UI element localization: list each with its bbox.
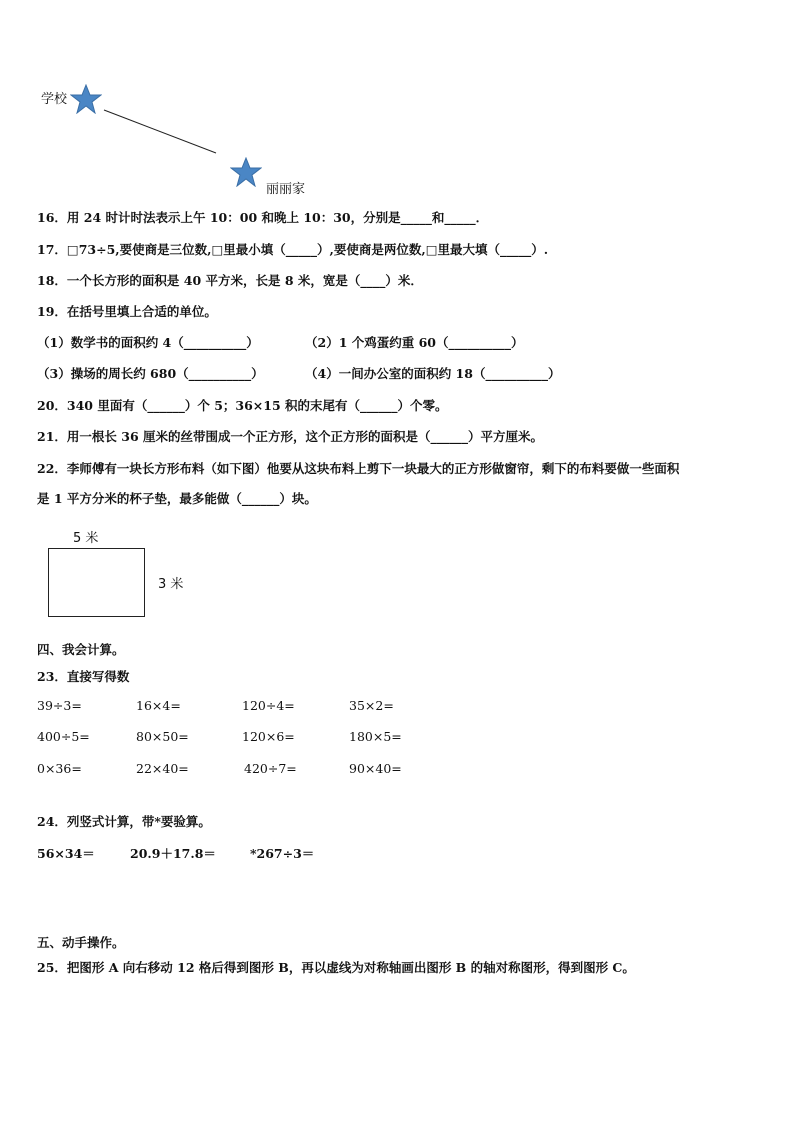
- calc-0-1: 16×4=: [136, 698, 181, 713]
- calc-2-2: 420÷7=: [244, 761, 297, 776]
- question-19: 19．在括号里填上合适的单位。: [37, 304, 217, 319]
- calc-1-2: 120×6=: [242, 729, 295, 744]
- question-20: 20．340 里面有（______）个 5；36×15 积的末尾有（______）个零。: [37, 398, 448, 413]
- question-18: 18．一个长方形的面积是 40 平方米，长是 8 米，宽是（____）米．: [37, 273, 423, 288]
- home-star-icon: [230, 157, 262, 187]
- cloth-rectangle: [48, 548, 145, 617]
- calc-0-3: 35×2=: [349, 698, 394, 713]
- vertical-calc-2: 20.9＋17.8＝: [130, 846, 216, 861]
- question-17: 17．□73÷5,要使商是三位数,□里最小填（_____）,要使商是两位数,□里最大填（_____）.: [37, 242, 549, 257]
- calc-1-0: 400÷5=: [37, 729, 90, 744]
- question-19-item-2: （2）1 个鸡蛋约重 60（__________）: [305, 335, 524, 350]
- vertical-calc-3: *267÷3＝: [250, 846, 315, 861]
- question-19-item-1: （1）数学书的面积约 4（__________）: [37, 335, 259, 350]
- figure-height-label: 3 米: [158, 577, 184, 592]
- question-22-line-2: 是 1 平方分米的杯子垫，最多能做（______）块。: [37, 491, 317, 506]
- calc-0-0: 39÷3=: [37, 698, 82, 713]
- question-21: 21．用一根长 36 厘米的丝带围成一个正方形，这个正方形的面积是（______）平方厘米。: [37, 429, 543, 444]
- school-label: 学校: [41, 92, 68, 107]
- figure-width-label: 5 米: [73, 531, 99, 546]
- calc-1-3: 180×5=: [349, 729, 402, 744]
- home-label: 丽丽家: [266, 182, 306, 197]
- question-25: 25．把图形 A 向右移动 12 格后得到图形 B，再以虚线为对称轴画出图形 B 的轴对称图形，得到图形 C。: [37, 960, 635, 975]
- school-star-icon: [70, 84, 102, 114]
- calc-2-1: 22×40=: [136, 761, 189, 776]
- calc-2-3: 90×40=: [349, 761, 402, 776]
- question-24-title: 24．列竖式计算，带*要验算。: [37, 814, 211, 829]
- question-19-item-4: （4）一间办公室的面积约 18（__________）: [305, 366, 561, 381]
- calc-2-0: 0×36=: [37, 761, 82, 776]
- calc-1-1: 80×50=: [136, 729, 189, 744]
- question-16: 16．用 24 时计时法表示上午 10：00 和晚上 10：30，分别是_____和_____．: [37, 210, 489, 225]
- section-5-title: 五、动手操作。: [37, 935, 125, 950]
- question-19-item-3: （3）操场的周长约 680（__________）: [37, 366, 264, 381]
- vertical-calc-1: 56×34＝: [37, 846, 95, 861]
- question-23-title: 23．直接写得数: [37, 669, 130, 684]
- route-line: [100, 106, 220, 156]
- section-4-title: 四、我会计算。: [37, 642, 125, 657]
- question-22-line-1: 22．李师傅有一块长方形布料（如下图）他要从这块布料上剪下一块最大的正方形做窗帘，剩下的布料要做一些面积: [37, 461, 680, 476]
- calc-0-2: 120÷4=: [242, 698, 295, 713]
